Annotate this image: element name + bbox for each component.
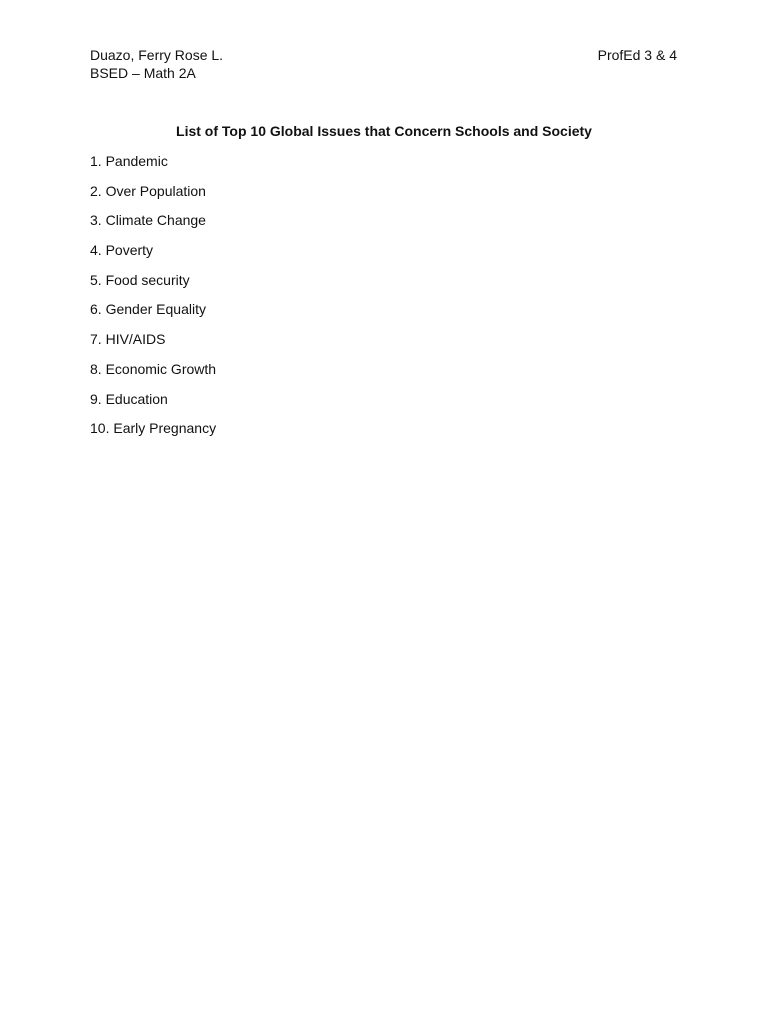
item-number: 2 . (90, 183, 106, 199)
list-item (90, 271, 216, 289)
issue-list (90, 152, 216, 449)
item-number: 9 . (90, 391, 106, 407)
list-item (90, 330, 216, 348)
list-item (90, 241, 216, 259)
student-name: Duazo, Ferry Rose L. (90, 47, 224, 63)
subject-code: ProfEd 3 & 4 (597, 47, 677, 63)
item-text: Over Population (105, 182, 206, 199)
item-text: Early Pregnancy (113, 420, 217, 437)
list-item (90, 211, 216, 229)
item-number: 6 . (90, 301, 106, 317)
item-number: 8 . (90, 361, 106, 377)
item-text: Education (105, 390, 168, 407)
item-number: 3 . (90, 212, 106, 228)
item-number: 7 . (90, 331, 106, 347)
item-text: Economic Growth (105, 360, 217, 377)
item-number: 1 . (90, 153, 106, 169)
item-text: Poverty (105, 242, 154, 259)
item-text: Food security (105, 271, 190, 288)
list-item (90, 360, 216, 378)
item-text: HIV/AIDS (105, 331, 166, 348)
item-text: Gender Equality (105, 301, 206, 318)
item-text: Climate Change (105, 212, 206, 229)
item-text: Pandemic (105, 153, 168, 169)
item-number: 10 . (90, 420, 113, 436)
item-number: 5 . (90, 272, 106, 288)
document-title: List of Top 10 Global Issues that Concern Schools and Society (176, 123, 592, 139)
item-number: 4 . (90, 242, 106, 258)
list-item (90, 390, 216, 408)
list-item (90, 419, 216, 437)
list-item (90, 300, 216, 318)
course-section: BSED – Math 2A (90, 65, 196, 81)
list-item (90, 182, 216, 200)
list-item (90, 152, 216, 170)
student-info (90, 46, 223, 82)
